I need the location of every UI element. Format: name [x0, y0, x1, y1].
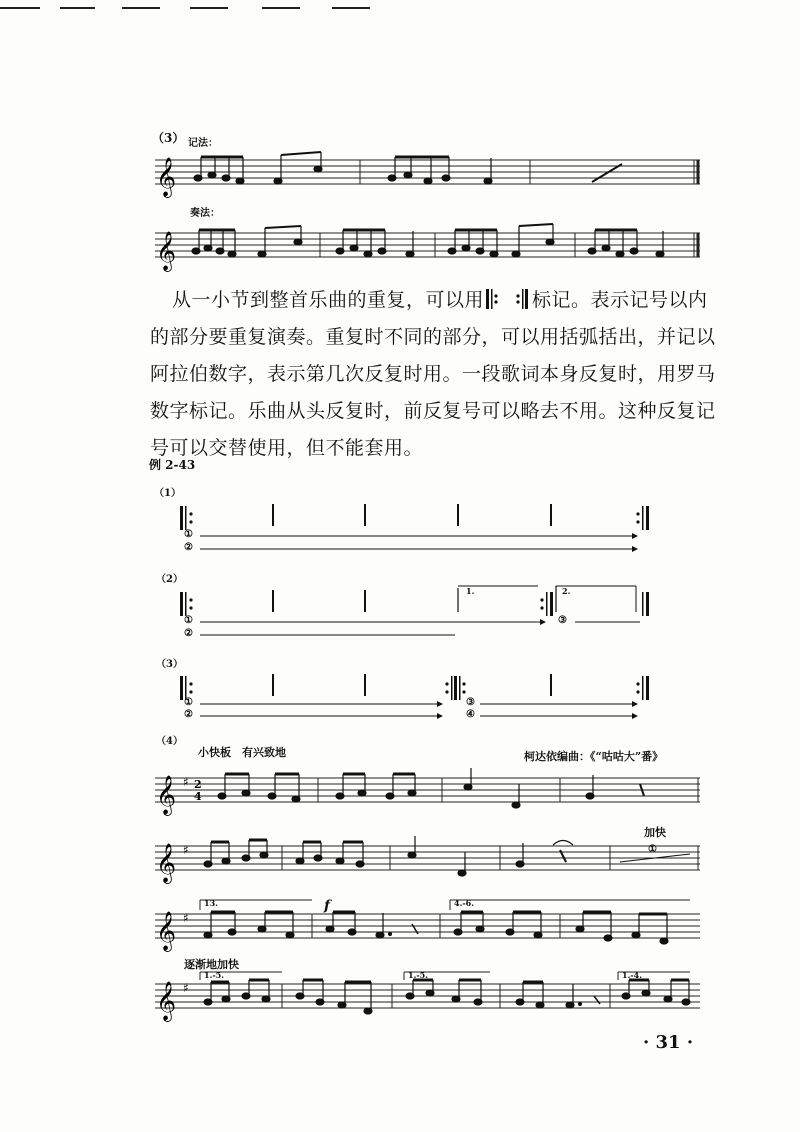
diagram-1-num-2: ② — [184, 542, 193, 553]
repeat-diagram-3 — [180, 674, 649, 719]
diagram-2-label: （2） — [156, 574, 183, 585]
diagram-2-num-2: ② — [184, 628, 193, 639]
svg-text:𝄞: 𝄞 — [156, 231, 177, 271]
svg-text:𝄞: 𝄞 — [156, 775, 177, 815]
diagram-3-label: （3） — [156, 659, 183, 670]
staff-example-4-row1 — [155, 778, 700, 802]
staff-example-4-row2 — [155, 846, 700, 870]
repeat-sign-icon — [484, 289, 532, 309]
volta-2-label: 2. — [562, 586, 571, 596]
paragraph-text-rest: 标记。表示记号以内的部分要重复演奏。重复时不同的部分，可以用括弧括出，并记以阿拉伯数字，表示第几次反复时用。一段歌词本身反复时，用罗马数字标记。乐曲从头反复时，前反复号可以略去不用。这种反复记号可以交替使用，但不能套用。 — [150, 289, 716, 459]
volta-1-3: 13. — [204, 898, 218, 908]
svg-text:♯: ♯ — [183, 911, 189, 925]
body-paragraph — [150, 282, 720, 467]
tempo-marking: 小快板 有兴致地 — [198, 746, 286, 759]
accelerando-marking: 加快 — [644, 826, 666, 839]
svg-text:♯: ♯ — [183, 775, 189, 789]
svg-text:4: 4 — [194, 790, 202, 803]
volta-2-5: 1.-5. — [408, 970, 429, 980]
circled-one: ① — [648, 844, 657, 855]
diagram-2-num-1: ① — [184, 615, 193, 626]
svg-text:♯: ♯ — [183, 981, 189, 995]
repeat-diagram-2 — [180, 586, 649, 635]
volta-1-label: 1. — [466, 586, 475, 596]
diagram-1-label: （1） — [154, 488, 181, 499]
diagram-1-num-1: ① — [184, 529, 193, 540]
svg-text:𝄞: 𝄞 — [156, 981, 177, 1021]
svg-text:𝄞: 𝄞 — [156, 157, 177, 197]
volta-1-5: 1.-5. — [204, 970, 225, 980]
diagram-3-num-3: ③ — [466, 697, 475, 708]
example-2-43-label: 例 2-43 — [149, 458, 196, 472]
volta-4-6: 4.-6. — [454, 898, 475, 908]
diagram-3-num-2: ② — [184, 709, 193, 720]
repeat-diagram-1 — [180, 504, 649, 552]
notation-label: 记法： — [188, 138, 218, 149]
volta-1-4: 1.-4. — [622, 970, 643, 980]
page-number: · 31 · — [643, 1032, 694, 1053]
svg-text:2: 2 — [194, 778, 202, 791]
diagram-3-num-4: ④ — [466, 709, 475, 720]
svg-text:𝄞: 𝄞 — [156, 911, 177, 951]
svg-text:𝄞: 𝄞 — [156, 843, 177, 883]
staff-example-4-row3 — [155, 900, 700, 938]
example-3-label: （3） — [152, 131, 185, 145]
paragraph-text-start: 从一小节到整首乐曲的重复，可以用 — [172, 289, 485, 311]
gradual-accelerando: 逐渐地加快 — [184, 958, 239, 971]
forte-dynamic: f — [324, 898, 331, 914]
svg-text:♯: ♯ — [183, 843, 189, 857]
diagram-3-num-1: ① — [184, 697, 193, 708]
diagram-2-num-3: ③ — [558, 615, 567, 626]
composer-source: 柯达依编曲：《“咕咕大”番》 — [524, 750, 664, 763]
section-4-label: （4） — [156, 736, 183, 747]
performance-label: 奏法： — [190, 208, 220, 219]
